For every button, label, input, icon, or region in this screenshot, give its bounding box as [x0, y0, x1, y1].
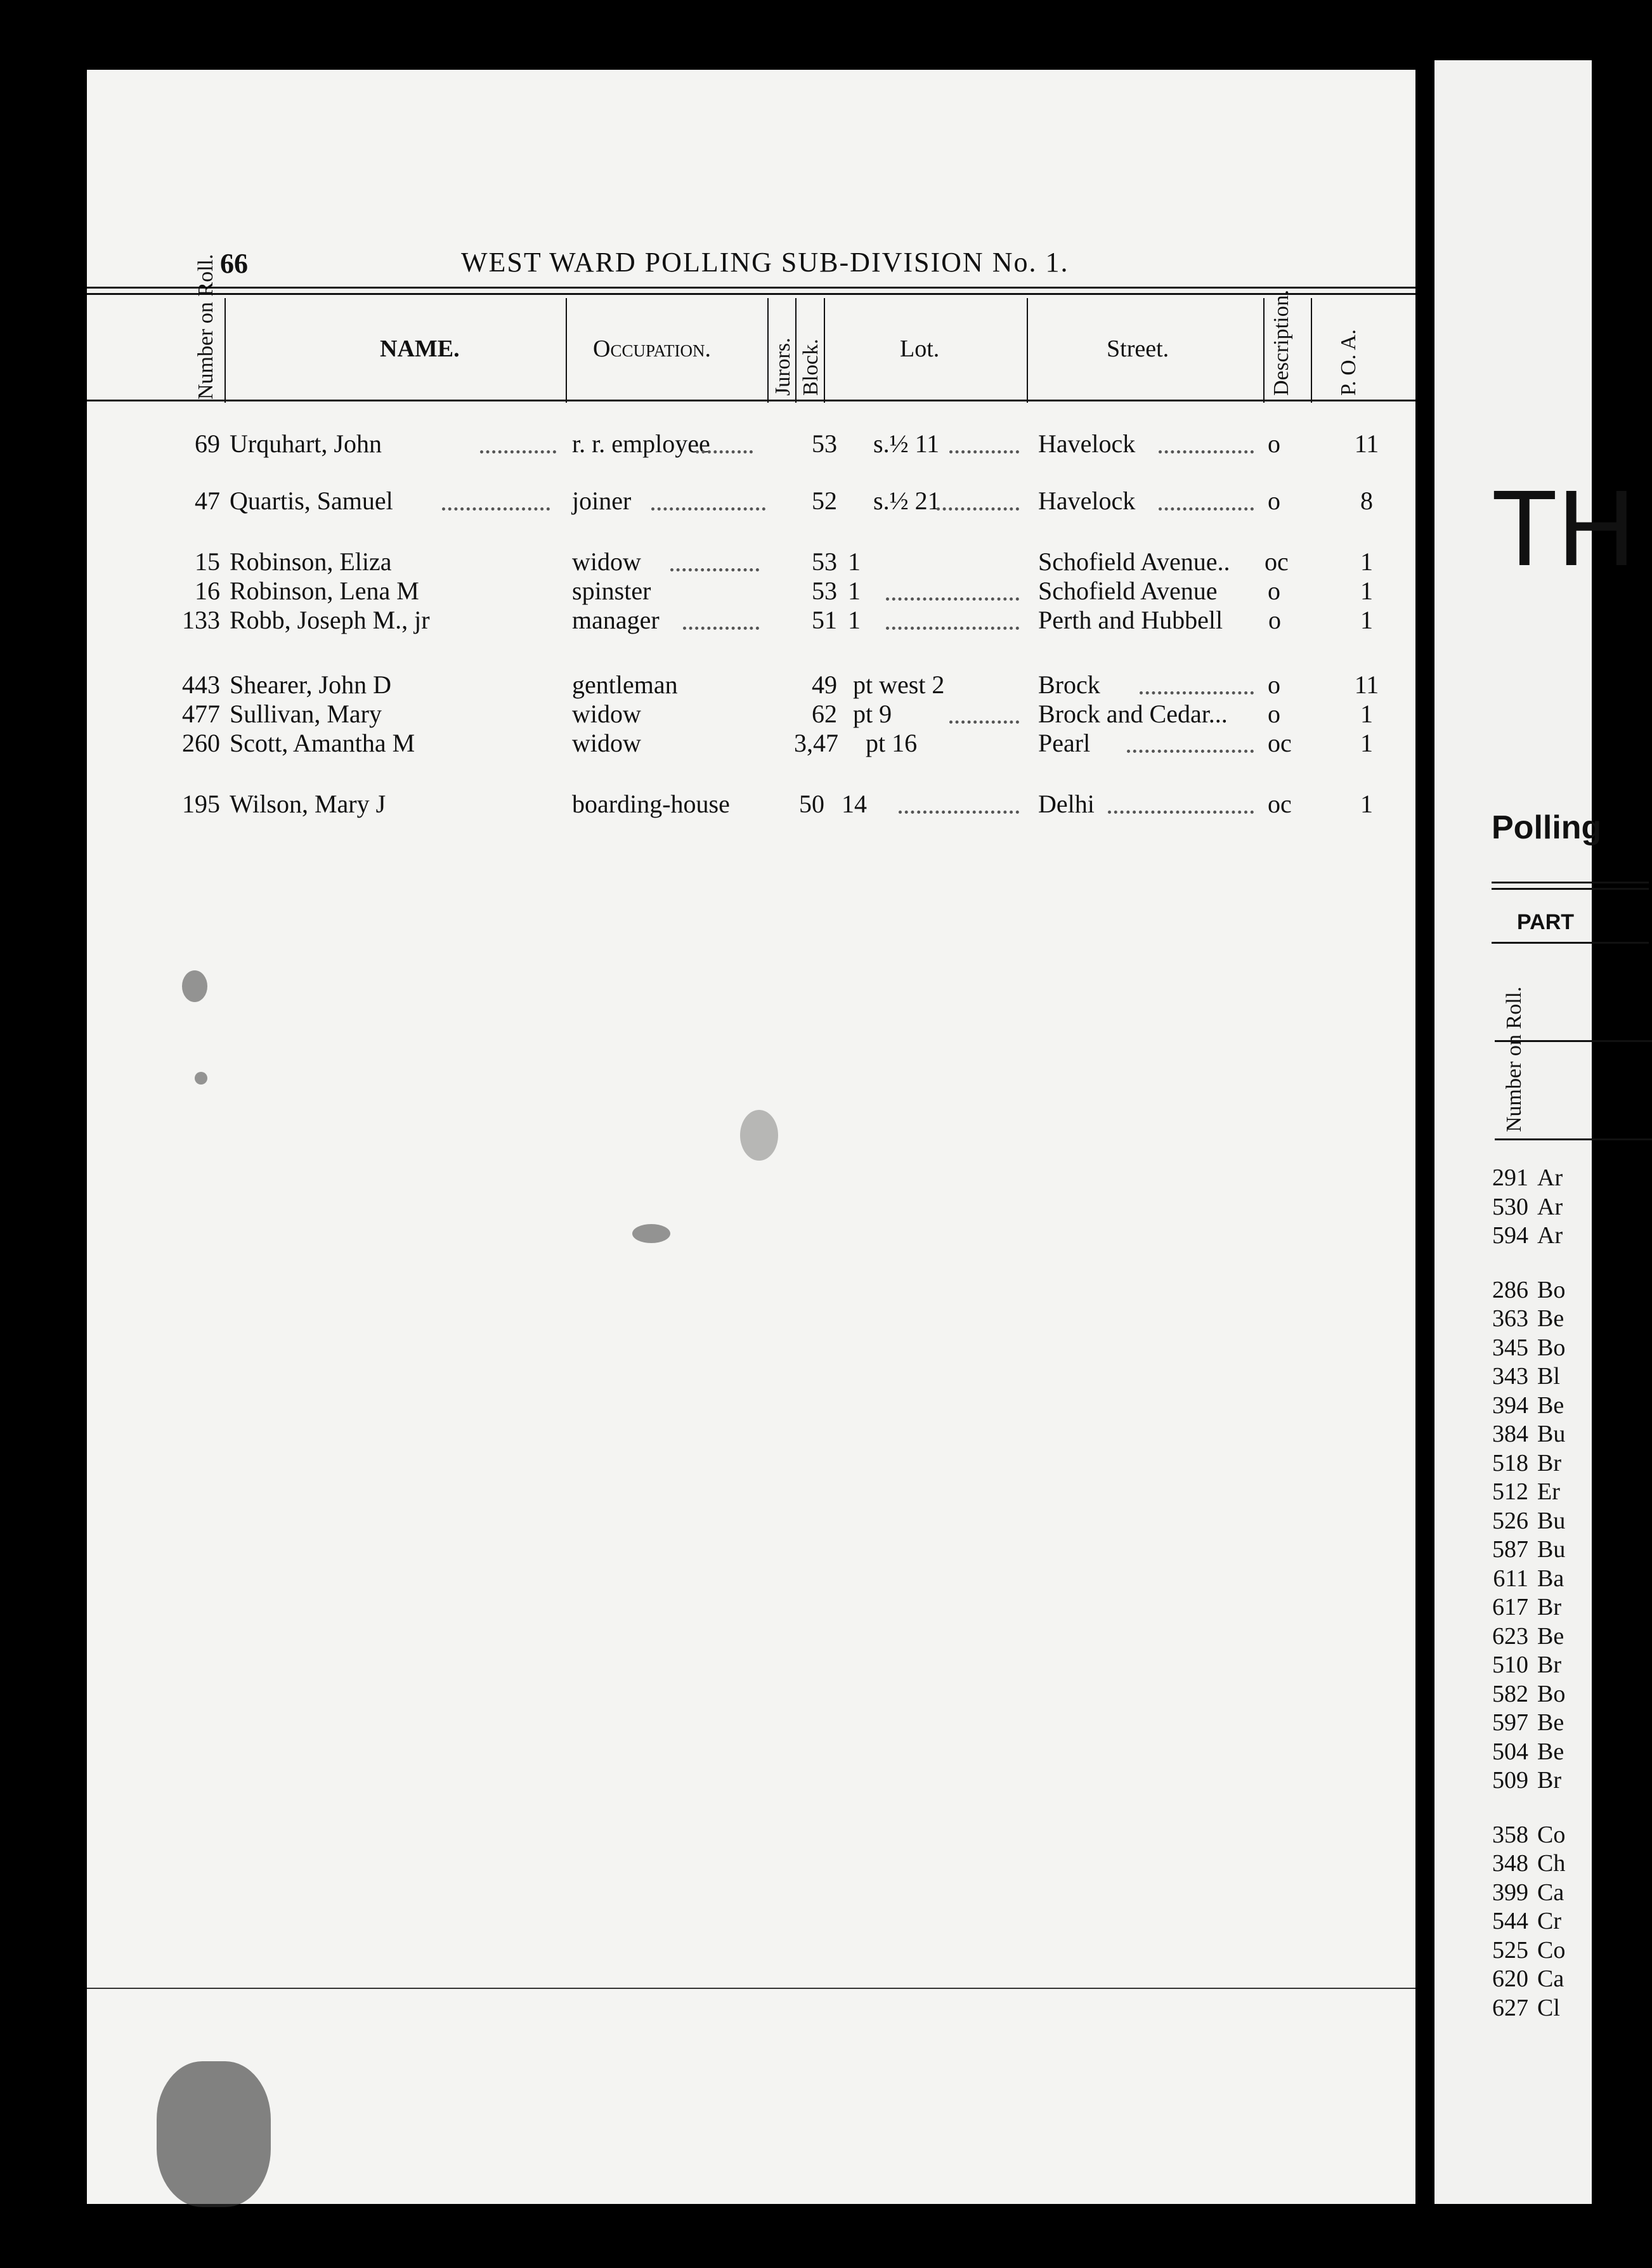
right-list-item	[1479, 1879, 1564, 1906]
right-roll-number: 526	[1492, 1507, 1528, 1534]
right-list-item	[1479, 1276, 1565, 1304]
table-row	[87, 429, 1415, 458]
description: o	[1268, 429, 1280, 458]
right-list-item	[1479, 1334, 1565, 1362]
leader-dots	[442, 507, 550, 511]
right-roll-number: 343	[1492, 1363, 1528, 1390]
occupation: spinster	[572, 577, 651, 605]
right-name-fragment: Ar	[1537, 1222, 1563, 1249]
right-roll-number: 525	[1492, 1936, 1528, 1964]
column-separator	[1027, 298, 1028, 403]
right-list-item	[1479, 1593, 1561, 1621]
description: oc	[1268, 790, 1292, 818]
right-name-fragment: Bu	[1537, 1421, 1566, 1447]
lot: s.½ 21	[873, 486, 940, 515]
poa: 1	[1360, 790, 1373, 818]
occupation: r. r. employee	[572, 429, 710, 458]
column-separator	[224, 298, 226, 403]
right-list-item	[1479, 1449, 1561, 1477]
lot: 1	[848, 547, 861, 576]
header-number-on-roll: Number on Roll.	[194, 254, 218, 400]
right-name-fragment: Cl	[1537, 1994, 1560, 2021]
lot: pt west 2	[853, 670, 945, 699]
right-roll-number: 587	[1492, 1536, 1528, 1563]
page-number: 66	[220, 248, 248, 279]
roll-number: 195	[182, 790, 220, 818]
right-list-item	[1479, 1193, 1563, 1221]
block: 50	[799, 790, 824, 818]
right-roll-number: 611	[1493, 1565, 1528, 1592]
right-roll-number: 518	[1492, 1449, 1528, 1476]
right-list-item	[1479, 1907, 1561, 1935]
right-list-item	[1479, 1651, 1561, 1679]
right-roll-number: 286	[1492, 1276, 1528, 1303]
voter-name: Urquhart, John	[230, 429, 382, 458]
block: 53	[812, 429, 837, 458]
right-header-rule	[1492, 942, 1649, 944]
roll-number: 260	[182, 729, 220, 757]
occupation: boarding-house	[572, 790, 730, 818]
column-separator	[566, 298, 567, 403]
right-roll-number: 597	[1492, 1709, 1528, 1736]
street: Schofield Avenue	[1038, 577, 1218, 605]
right-roll-number: 291	[1492, 1164, 1528, 1191]
right-list-item	[1479, 1507, 1565, 1535]
right-name-fragment: Br	[1537, 1767, 1561, 1794]
right-name-fragment: Bu	[1537, 1507, 1566, 1534]
right-roll-number: 510	[1492, 1652, 1528, 1678]
description: o	[1268, 670, 1280, 699]
table-row	[87, 789, 1415, 818]
right-roll-number: 399	[1492, 1879, 1528, 1906]
right-name-fragment: Be	[1537, 1709, 1564, 1736]
right-header-number-on-roll: Number on Roll.	[1502, 986, 1526, 1132]
occupation: gentleman	[572, 670, 678, 699]
right-roll-number: 394	[1492, 1391, 1528, 1419]
right-page-part-heading: PART	[1517, 910, 1575, 934]
occupation: widow	[572, 547, 641, 576]
right-list-item	[1479, 1420, 1565, 1448]
right-name-fragment: Ba	[1537, 1565, 1564, 1592]
lot: s.½ 11	[873, 429, 940, 458]
table-row	[87, 576, 1415, 605]
table-row	[87, 670, 1415, 699]
occupation: manager	[572, 606, 660, 634]
street: Havelock	[1038, 429, 1136, 458]
right-name-fragment: Ch	[1537, 1850, 1566, 1877]
right-list-item	[1479, 1222, 1563, 1249]
block: 49	[812, 670, 837, 699]
leader-dots	[937, 507, 1019, 511]
leader-dots	[1140, 691, 1254, 694]
column-separator	[824, 298, 825, 403]
poa: 1	[1360, 606, 1373, 634]
roll-number: 15	[195, 547, 220, 576]
right-roll-number: 512	[1492, 1478, 1528, 1505]
scan-speck	[740, 1110, 778, 1161]
header-name: NAME.	[380, 336, 460, 362]
right-roll-number: 530	[1492, 1193, 1528, 1220]
right-list-item	[1479, 1680, 1565, 1708]
lot: 1	[848, 577, 861, 605]
block: 51	[812, 606, 837, 634]
right-list-item	[1479, 1535, 1565, 1563]
right-table-head-rule	[1495, 1138, 1652, 1140]
right-list-item	[1479, 1305, 1564, 1333]
right-page	[1434, 60, 1636, 2204]
left-page	[87, 70, 1415, 2204]
right-name-fragment: Co	[1537, 1936, 1566, 1964]
header-lot: Lot.	[900, 336, 940, 362]
right-name-fragment: Be	[1537, 1305, 1564, 1332]
occupation: joiner	[572, 486, 632, 515]
block: 62	[812, 700, 837, 728]
right-roll-number: 582	[1492, 1680, 1528, 1707]
right-header-rule	[1492, 882, 1649, 883]
right-list-item	[1479, 1738, 1564, 1766]
right-roll-number: 594	[1492, 1222, 1528, 1249]
page-title: WEST WARD POLLING SUB-DIVISION No. 1.	[461, 247, 1069, 278]
right-name-fragment: Br	[1537, 1652, 1561, 1678]
right-name-fragment: Bl	[1537, 1363, 1560, 1390]
right-roll-number: 358	[1492, 1821, 1528, 1848]
scan-speck	[195, 1072, 207, 1085]
poa: 1	[1360, 577, 1373, 605]
description: oc	[1268, 729, 1292, 757]
voter-name: Robb, Joseph M., jr	[230, 606, 430, 634]
column-separator	[767, 298, 769, 403]
right-name-fragment: Cr	[1537, 1908, 1561, 1934]
right-list-item	[1479, 1994, 1560, 2022]
header-occupation: Occupation.	[593, 336, 711, 362]
right-name-fragment: Er	[1537, 1478, 1560, 1505]
scan-speck	[632, 1224, 670, 1243]
voter-name: Sullivan, Mary	[230, 700, 382, 728]
voter-name: Robinson, Lena M	[230, 577, 419, 605]
poa: 8	[1360, 486, 1373, 515]
street: Perth and Hubbell	[1038, 606, 1223, 634]
right-list-item	[1479, 1821, 1565, 1849]
header-block: Block.	[799, 339, 823, 396]
right-name-fragment: Be	[1537, 1738, 1564, 1765]
roll-number: 443	[182, 670, 220, 699]
header-rule-top	[87, 287, 1415, 289]
column-separator	[795, 298, 797, 403]
street: Delhi	[1038, 790, 1095, 818]
right-name-fragment: Co	[1537, 1821, 1566, 1848]
leader-dots	[886, 597, 1019, 601]
header-rule-bottom	[87, 400, 1415, 401]
leader-dots	[1159, 450, 1254, 453]
right-list-item	[1479, 1478, 1560, 1506]
right-name-fragment: Ca	[1537, 1965, 1564, 1992]
leader-dots	[683, 627, 759, 630]
right-roll-number: 617	[1492, 1594, 1528, 1620]
street: Schofield Avenue..	[1038, 547, 1230, 576]
right-list-item	[1479, 1565, 1564, 1593]
roll-number: 47	[195, 486, 220, 515]
leader-dots	[899, 811, 1019, 814]
voter-name: Scott, Amantha M	[230, 729, 415, 757]
right-list-item	[1479, 1164, 1563, 1192]
right-header-rule-double	[1492, 888, 1649, 890]
right-list-item	[1479, 1936, 1565, 1964]
right-page-title-fragment: TH	[1492, 468, 1636, 589]
block: 53	[812, 547, 837, 576]
occupation: widow	[572, 700, 641, 728]
header-street: Street.	[1107, 336, 1169, 362]
poa: 11	[1354, 429, 1379, 458]
right-name-fragment: Br	[1537, 1594, 1561, 1620]
poa: 1	[1360, 547, 1373, 576]
roll-number: 477	[182, 700, 220, 728]
poa: 11	[1354, 670, 1379, 699]
right-roll-number: 627	[1492, 1994, 1528, 2021]
right-list-item	[1479, 1362, 1560, 1390]
right-name-fragment: Ar	[1537, 1193, 1563, 1220]
right-page-polling-heading: Polling	[1492, 809, 1602, 846]
ink-blotch	[157, 2061, 271, 2207]
right-name-fragment: Ca	[1537, 1879, 1564, 1906]
right-roll-number: 509	[1492, 1767, 1528, 1794]
lot: 14	[842, 790, 867, 818]
roll-number: 16	[195, 577, 220, 605]
header-poa: P. O. A.	[1337, 329, 1360, 396]
leader-dots	[696, 450, 753, 453]
block: 53	[812, 577, 837, 605]
description: o	[1268, 606, 1281, 634]
leader-dots	[949, 720, 1019, 724]
street: Havelock	[1038, 486, 1136, 515]
lot: 1	[848, 606, 861, 634]
street: Pearl	[1038, 729, 1091, 757]
right-list-item	[1479, 1766, 1561, 1794]
right-roll-number: 623	[1492, 1622, 1528, 1650]
voter-name: Robinson, Eliza	[230, 547, 392, 576]
table-row	[87, 699, 1415, 728]
right-roll-number: 620	[1492, 1965, 1528, 1992]
right-name-fragment: Bo	[1537, 1680, 1566, 1707]
right-list-item	[1479, 1622, 1564, 1650]
right-roll-number: 544	[1492, 1908, 1528, 1934]
right-name-fragment: Bo	[1537, 1276, 1566, 1303]
voter-name: Shearer, John D	[230, 670, 391, 699]
leader-dots	[651, 507, 765, 511]
column-separator	[1311, 298, 1312, 403]
poa: 1	[1360, 700, 1373, 728]
leader-dots	[1127, 750, 1254, 753]
right-name-fragment: Ar	[1537, 1164, 1563, 1191]
right-list-item	[1479, 1849, 1565, 1877]
table-row	[87, 605, 1415, 634]
right-name-fragment: Bu	[1537, 1536, 1566, 1563]
street: Brock	[1038, 670, 1100, 699]
right-roll-number: 504	[1492, 1738, 1528, 1765]
description: oc	[1265, 547, 1289, 576]
leader-dots	[670, 568, 759, 571]
header-description: Description.	[1270, 289, 1293, 396]
right-name-fragment: Be	[1537, 1622, 1564, 1650]
leader-dots	[1108, 811, 1254, 814]
block: 3,47	[794, 729, 838, 757]
right-roll-number: 348	[1492, 1850, 1528, 1877]
right-name-fragment: Bo	[1537, 1334, 1566, 1361]
scan-speck	[182, 970, 207, 1002]
block: 52	[812, 486, 837, 515]
right-name-fragment: Br	[1537, 1449, 1561, 1476]
column-separator	[1263, 298, 1265, 403]
right-list-item	[1479, 1391, 1564, 1419]
leader-dots	[480, 450, 556, 453]
bottom-rule	[87, 1988, 1415, 1989]
roll-number: 133	[182, 606, 220, 634]
header-rule-top-double	[87, 293, 1415, 295]
description: o	[1268, 577, 1280, 605]
right-list-item	[1479, 1965, 1564, 1993]
right-roll-number: 384	[1492, 1421, 1528, 1447]
table-row	[87, 486, 1415, 515]
poa: 1	[1360, 729, 1373, 757]
right-roll-number: 363	[1492, 1305, 1528, 1332]
description: o	[1268, 486, 1280, 515]
table-row	[87, 728, 1415, 757]
roll-number: 69	[195, 429, 220, 458]
right-roll-number: 345	[1492, 1334, 1528, 1361]
voter-name: Quartis, Samuel	[230, 486, 393, 515]
leader-dots	[1159, 507, 1254, 511]
description: o	[1268, 700, 1280, 728]
right-list-item	[1479, 1709, 1564, 1737]
header-jurors: Jurors.	[771, 337, 795, 396]
lot: pt 9	[853, 700, 892, 728]
table-row	[87, 547, 1415, 576]
leader-dots	[886, 627, 1019, 630]
leader-dots	[949, 450, 1019, 453]
voter-name: Wilson, Mary J	[230, 790, 386, 818]
street: Brock and Cedar...	[1038, 700, 1228, 728]
right-name-fragment: Be	[1537, 1391, 1564, 1419]
lot: pt 16	[866, 729, 918, 757]
occupation: widow	[572, 729, 641, 757]
